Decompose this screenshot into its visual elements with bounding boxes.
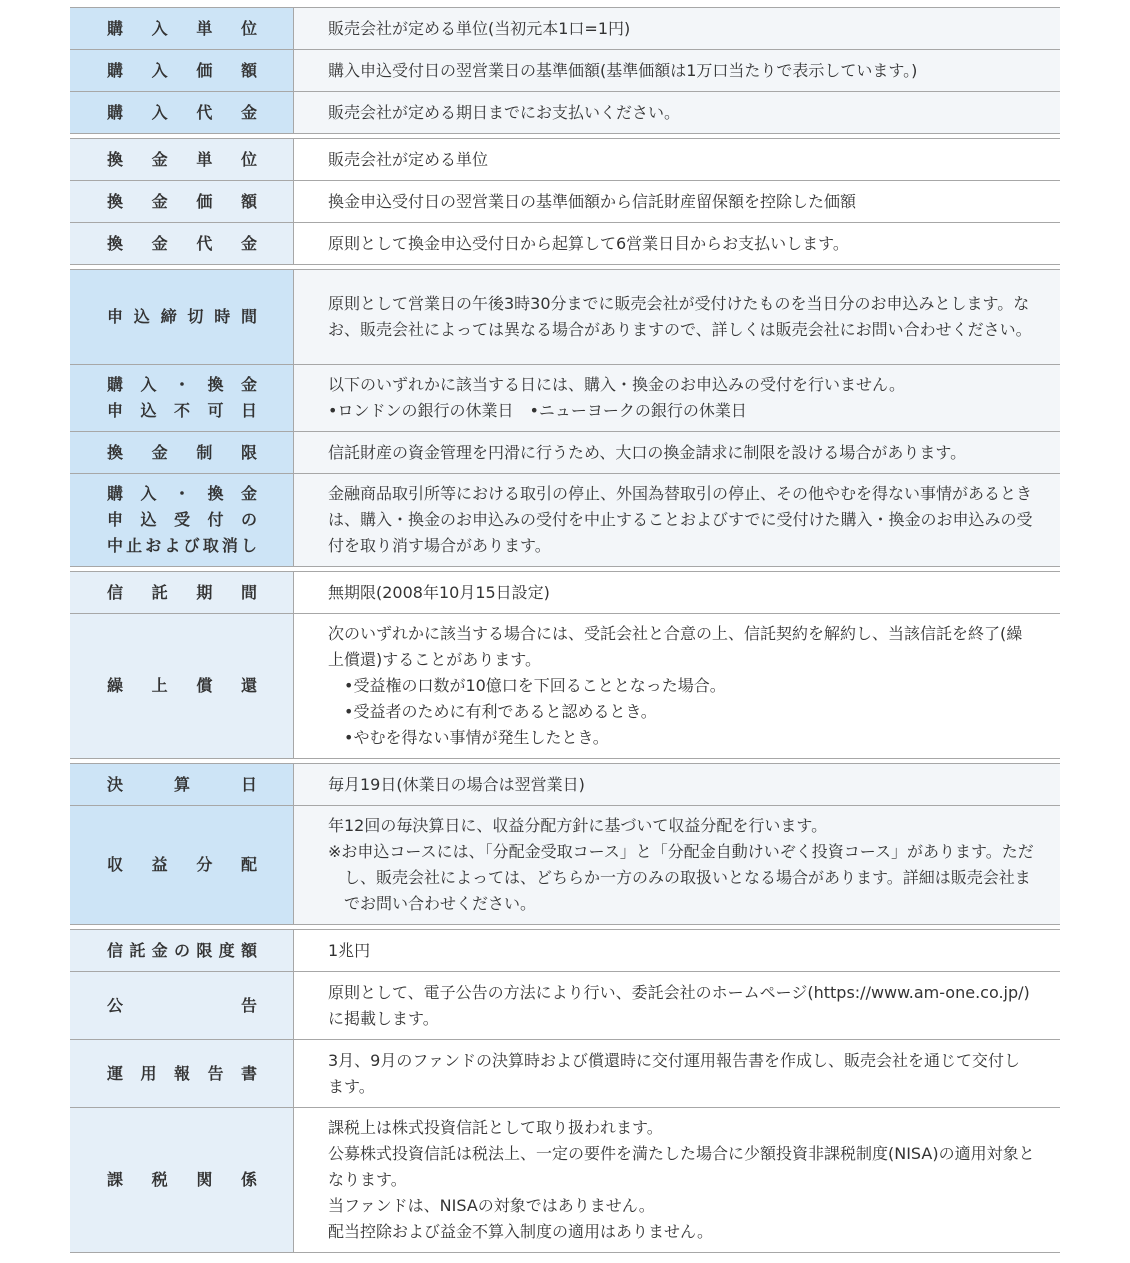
- row-label: [70, 432, 294, 473]
- row-value-text: 金融商品取引所等における取引の停止、外国為替取引の停止、その他やむを得ない事情があるときは、購入・換金のお申込みの受付を中止することおよびすでに受付けた購入・換金のお申込みの受付を取り消す場合があります。: [328, 484, 1033, 555]
- row-label-text: 換金価額: [107, 191, 257, 211]
- fund-terms-table: [70, 7, 1060, 1257]
- row-value-text: 公募株式投資信託は税法上、一定の要件を満たした場合に少額投資非課税制度(NISA)の適用対象となります。: [328, 1144, 1035, 1189]
- row-label-text: 購入・換金: [107, 484, 257, 503]
- row-value: [294, 614, 1060, 758]
- row-value: [294, 1040, 1060, 1107]
- row-value: [294, 572, 1060, 613]
- row-label-text: 換金代金: [107, 233, 257, 253]
- row-label: [70, 972, 294, 1039]
- row-label: [70, 806, 294, 924]
- row-value-text: 換金申込受付日の翌営業日の基準価額から信託財産留保額を控除した価額: [328, 191, 857, 211]
- row-value: [294, 139, 1060, 180]
- row-value: [294, 432, 1060, 473]
- row-label: [70, 50, 294, 91]
- table-row: [70, 139, 1060, 180]
- row-value-text: •ロンドンの銀行の休業日 •ニューヨークの銀行の休業日: [328, 401, 747, 420]
- table-row: [70, 613, 1060, 758]
- bullet-item: •やむを得ない事情が発生したとき。: [344, 728, 609, 747]
- row-label-text: 申込不可日: [107, 401, 257, 420]
- row-value: [294, 474, 1060, 566]
- table-row: [70, 572, 1060, 613]
- row-value: [294, 50, 1060, 91]
- table-row: [70, 1107, 1060, 1252]
- row-label: [70, 181, 294, 222]
- row-label-text: 収益分配: [107, 855, 257, 874]
- row-value-text: 販売会社が定める単位: [328, 149, 489, 169]
- purchase-group: [70, 7, 1060, 134]
- row-label-text: 信託期間: [107, 582, 257, 602]
- row-label: [70, 474, 294, 566]
- row-label-text: 申込受付の: [107, 510, 257, 529]
- row-label-text: 購入・換金: [107, 375, 257, 394]
- row-label-text: 繰上償還: [107, 676, 257, 695]
- row-value: [294, 1108, 1060, 1252]
- table-row: [70, 364, 1060, 431]
- row-value-text: 原則として営業日の午後3時30分までに販売会社が受付けたものを当日分のお申込みとします。なお、販売会社によっては異なる場合がありますので、詳しくは販売会社にお問い合わせください。: [328, 294, 1032, 339]
- row-label: [70, 223, 294, 264]
- row-value-text: 1兆円: [328, 940, 371, 960]
- row-value-text: 信託財産の資金管理を円滑に行うため、大口の換金請求に制限を設ける場合があります。: [328, 442, 967, 462]
- table-row: [70, 764, 1060, 805]
- row-value-text: 毎月19日(休業日の場合は翌営業日): [328, 774, 585, 794]
- row-value-text: 以下のいずれかに該当する日には、購入・換金のお申込みの受付を行いません。: [328, 375, 905, 394]
- row-value: [294, 92, 1060, 133]
- row-label-text: 決算日: [107, 774, 257, 794]
- row-value-text: 原則として換金申込受付日から起算して6営業日目からお支払いします。: [328, 233, 849, 253]
- table-row: [70, 180, 1060, 222]
- row-value: [294, 223, 1060, 264]
- table-row: [70, 431, 1060, 473]
- row-label: [70, 930, 294, 971]
- row-label: [70, 8, 294, 49]
- row-label-text: 公告: [107, 995, 257, 1015]
- row-label-text: 信託金の限度額: [107, 940, 257, 960]
- row-label-text: 課税関係: [107, 1170, 257, 1189]
- bullet-item: •受益者のために有利であると認めるとき。: [344, 702, 657, 721]
- row-value: [294, 930, 1060, 971]
- row-label: [70, 572, 294, 613]
- row-label-text: 中止および取消し: [107, 536, 257, 555]
- row-value-text: 当ファンドは、NISAの対象ではありません。: [328, 1196, 655, 1215]
- row-label: [70, 614, 294, 758]
- table-row: [70, 91, 1060, 133]
- note-text: ※お申込コースには、「分配金受取コース」と「分配金自動けいぞく投資コース」があります。ただし、販売会社によっては、どちらか一方のみの取扱いとなる場合があります。詳細は販売会社までお問い合わせください。: [328, 842, 1034, 913]
- row-value-text: 3月、9月のファンドの決算時および償還時に交付運用報告書を作成し、販売会社を通じて交付します。: [328, 1050, 1021, 1096]
- row-value-text: 課税上は株式投資信託として取り扱われます。: [328, 1118, 663, 1137]
- row-label: [70, 270, 294, 364]
- application-group: [70, 269, 1060, 567]
- row-label-text: 換金単位: [107, 149, 257, 169]
- row-value-text: 購入申込受付日の翌営業日の基準価額(基準価額は1万口当たりで表示しています。): [328, 60, 918, 80]
- row-value: [294, 8, 1060, 49]
- row-label: [70, 1040, 294, 1107]
- row-label: [70, 365, 294, 431]
- table-row: [70, 971, 1060, 1039]
- row-label-text: 換金制限: [107, 442, 257, 462]
- row-value: [294, 972, 1060, 1039]
- redemption-group: [70, 138, 1060, 265]
- row-label: [70, 764, 294, 805]
- row-value-text: 無期限(2008年10月15日設定): [328, 582, 550, 602]
- table-row: [70, 222, 1060, 264]
- row-label-text: 運用報告書: [107, 1063, 257, 1083]
- row-value: [294, 181, 1060, 222]
- row-value: [294, 764, 1060, 805]
- table-row: [70, 49, 1060, 91]
- row-value-text: 配当控除および益金不算入制度の適用はありません。: [328, 1222, 713, 1241]
- trust-period-group: [70, 571, 1060, 759]
- row-label-text: 購入単位: [107, 18, 257, 38]
- other-terms-group: [70, 929, 1060, 1253]
- row-label-text: 購入代金: [107, 102, 257, 122]
- row-label: [70, 1108, 294, 1252]
- table-row: [70, 930, 1060, 971]
- row-label-text: 申込締切時間: [107, 307, 257, 326]
- row-label: [70, 139, 294, 180]
- row-label-text: 購入価額: [107, 60, 257, 80]
- table-row: [70, 473, 1060, 566]
- row-value: [294, 806, 1060, 924]
- table-row: [70, 1039, 1060, 1107]
- table-row: [70, 270, 1060, 364]
- row-value: [294, 365, 1060, 431]
- row-value-text: 販売会社が定める期日までにお支払いください。: [328, 102, 681, 122]
- settlement-group: [70, 763, 1060, 925]
- row-value-text: 年12回の毎決算日に、収益分配方針に基づいて収益分配を行います。: [328, 816, 828, 835]
- table-row: [70, 805, 1060, 924]
- table-row: [70, 8, 1060, 49]
- bullet-item: •受益権の口数が10億口を下回ることとなった場合。: [344, 676, 726, 695]
- row-value-text: 販売会社が定める単位(当初元本1口=1円): [328, 18, 631, 38]
- row-label: [70, 92, 294, 133]
- row-value-text: 原則として、電子公告の方法により行い、委託会社のホームページ(https://www.am-one.co.jp/)に掲載します。: [328, 982, 1030, 1028]
- row-value-text: 次のいずれかに該当する場合には、受託会社と合意の上、信託契約を解約し、当該信託を終了(繰上償還)することがあります。: [328, 624, 1023, 669]
- row-value: [294, 270, 1060, 364]
